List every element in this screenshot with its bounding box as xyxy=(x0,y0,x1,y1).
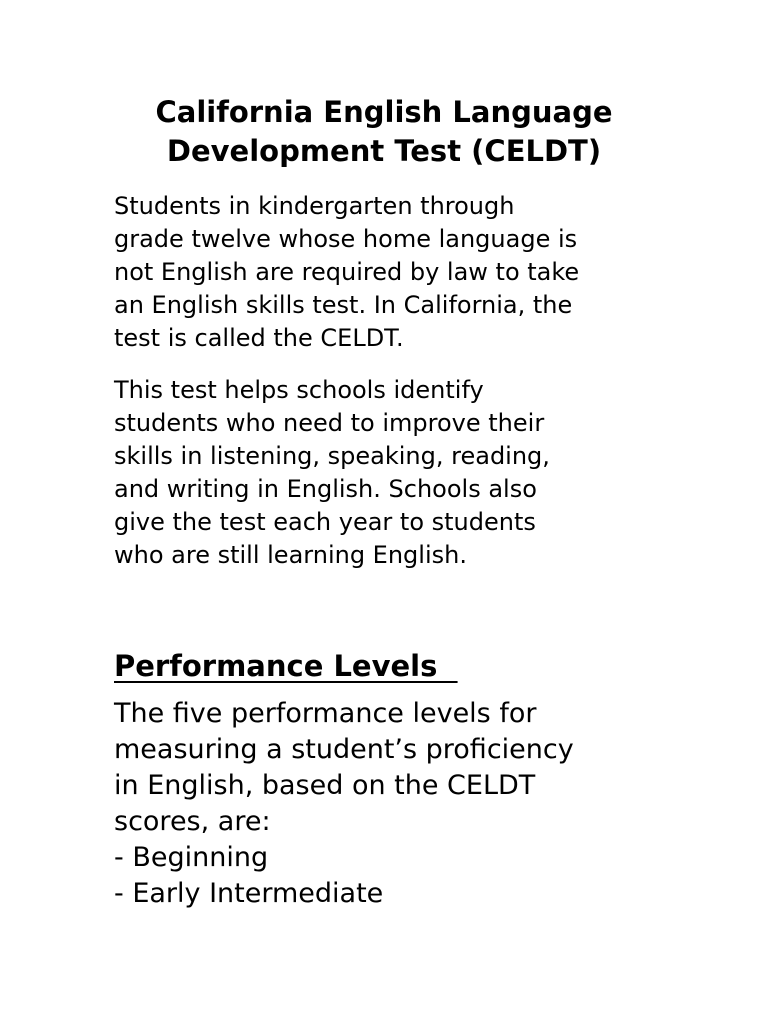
text-line: and writing in English. Schools also xyxy=(114,475,537,503)
text-line: measuring a student’s proficiency xyxy=(114,734,574,765)
text-line: The five performance levels for xyxy=(114,698,537,729)
text-line: give the test each year to students xyxy=(114,508,536,536)
text-line: in English, based on the CELDT xyxy=(114,770,536,801)
text-line: skills in listening, speaking, reading, xyxy=(114,442,550,470)
text-line: test is called the CELDT. xyxy=(114,324,404,352)
level-item: - Early Intermediate xyxy=(114,878,384,909)
text-line: Students in kindergarten through xyxy=(114,192,515,220)
intro-paragraph xyxy=(114,190,579,355)
text-line: an English skills test. In California, the xyxy=(114,291,573,319)
section-heading: Performance Levels xyxy=(114,649,458,683)
text-line: not English are required by law to take xyxy=(114,258,580,286)
text-line: students who need to improve their xyxy=(114,409,545,437)
text-line: This test helps schools identify xyxy=(114,376,484,404)
level-item: - Beginning xyxy=(114,842,269,873)
text-line: who are still learning English. xyxy=(114,541,467,569)
title-line: California English Language xyxy=(155,95,613,129)
title-line: Development Test (CELDT) xyxy=(166,134,602,168)
document-title xyxy=(90,93,678,171)
text-line: scores, are: xyxy=(114,806,271,837)
purpose-paragraph xyxy=(114,374,550,572)
performance-levels-text xyxy=(114,696,574,912)
text-line: grade twelve whose home language is xyxy=(114,225,578,253)
